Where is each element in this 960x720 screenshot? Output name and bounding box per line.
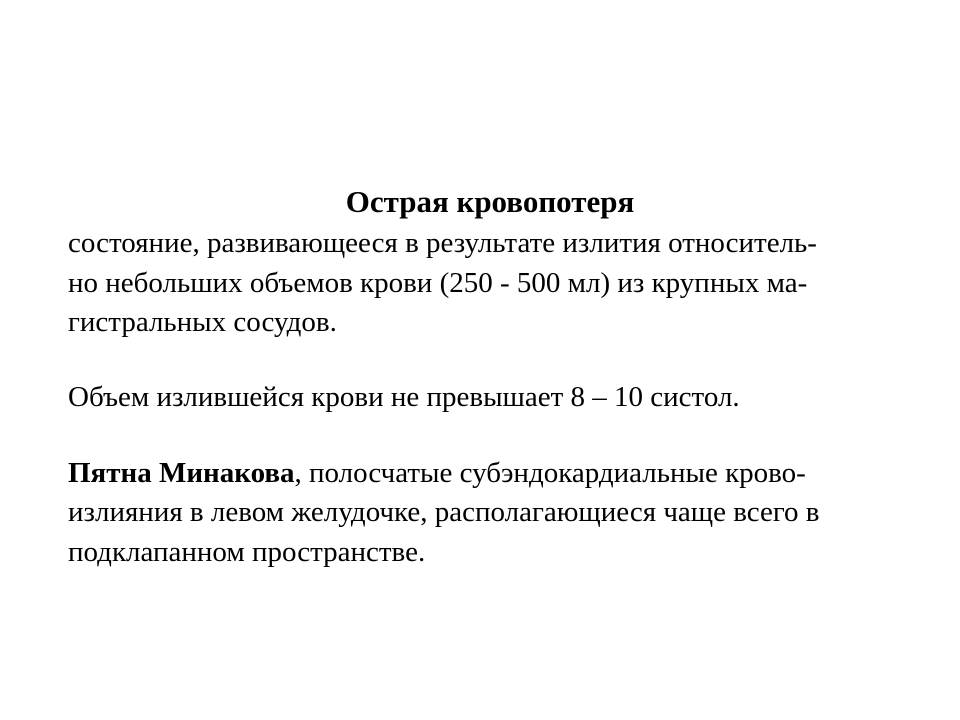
minakov-line-1 [68,455,806,491]
definition-line-1: состояние, развивающееся в результате излития относитель- [68,227,817,259]
minakov-line-2: излияния в левом желудочке, располагающиеся чаще всего в [68,496,820,528]
minakov-line-3: подклапанном пространстве. [68,536,426,568]
minakov-term: Пятна Минакова [68,457,295,489]
volume-note: Объем излившейся крови не превышает 8 – 10 систол. [68,381,740,413]
slide-title: Острая кровопотеря [345,184,635,219]
definition-line-3: гистральных сосудов. [68,306,337,338]
minakov-line-1-rest: , полосчатые субэндокардиальные крово- [294,457,806,489]
definition-line-2: но небольших объемов крови (250 - 500 мл) из крупных ма- [68,267,808,299]
